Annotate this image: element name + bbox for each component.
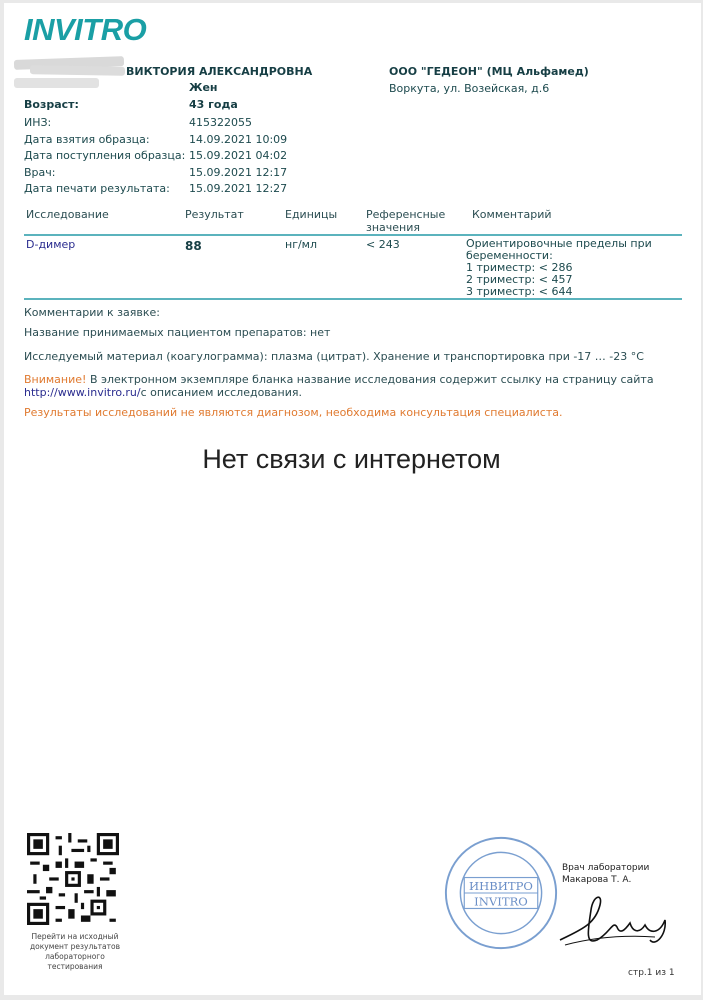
clinic-address: Воркута, ул. Возейская, д.6 (389, 82, 550, 95)
col-header-test: Исследование (26, 208, 109, 221)
field-label: Дата поступления образца: (24, 149, 186, 162)
notes-drugs: Название принимаемых пациентом препаратов: нет (24, 326, 331, 339)
field-label: Дата взятия образца: (24, 133, 150, 146)
attention-label: Внимание! (24, 373, 87, 386)
field-value: 15.09.2021 04:02 (189, 149, 288, 162)
link-tail: с описанием исследования. (140, 386, 302, 399)
patient-name: ВИКТОРИЯ АЛЕКСАНДРОВНА (126, 65, 313, 78)
age-label: Возраст: (24, 98, 79, 111)
table-bottom-rule (24, 298, 682, 300)
qr-code-icon[interactable] (27, 833, 119, 925)
field-value: 15.09.2021 12:27 (189, 182, 288, 195)
col-header-result: Результат (185, 208, 244, 221)
disclaimer: Результаты исследований не являются диагнозом, необходима консультация специалиста. (24, 406, 563, 419)
doctor-name: Макарова Т. А. (562, 875, 632, 885)
qr-caption: Перейти на исходный документ результатов лабораторного тестирования (29, 932, 121, 971)
invitro-logo: INVITRO (24, 12, 147, 47)
notes-material: Исследуемый материал (коагулограмма): плазма (цитрат). Хранение и транспортировка при -17 … -23 °С (24, 350, 644, 363)
field-label: ИНЗ: (24, 116, 52, 129)
field-label: Дата печати результата: (24, 182, 170, 195)
offline-message: Нет связи с интернетом (202, 444, 501, 474)
comment-line: 3 триместр: < 644 (466, 285, 573, 298)
age-value: 43 года (189, 98, 238, 111)
doctor-signature-block (562, 862, 649, 886)
doctor-role: Врач лаборатории (562, 863, 650, 873)
clinic-name: ООО "ГЕДЕОН" (МЦ Альфамед) (389, 65, 589, 78)
col-header-ref-2: значения (366, 221, 421, 234)
result-comment (466, 238, 652, 298)
svg-text:INVITRO: INVITRO (474, 894, 528, 909)
patient-sex: Жен (189, 81, 218, 94)
invitro-site-link[interactable]: http://www.invitro.ru/ (24, 386, 141, 399)
notes-title: Комментарии к заявке: (24, 306, 160, 319)
field-value: 14.09.2021 10:09 (189, 133, 288, 146)
redaction-mark (30, 65, 125, 76)
comment-line: 2 триместр: < 457 (466, 273, 573, 286)
page-number: стр.1 из 1 (628, 968, 675, 978)
table-top-rule (24, 234, 682, 236)
lab-stamp-icon (443, 835, 559, 951)
result-value: 88 (185, 239, 202, 253)
col-header-units: Единицы (285, 208, 338, 221)
field-label: Врач: (24, 166, 56, 179)
col-header-ref: Референсные (366, 208, 446, 221)
link-line (24, 386, 302, 399)
comment-line: беременности: (466, 249, 553, 262)
reference-value: < 243 (366, 238, 400, 251)
attention-text: В электронном экземпляре бланка название исследования содержит ссылку на страницу сайта (86, 373, 654, 386)
field-value: 415322055 (189, 116, 252, 129)
col-header-comment: Комментарий (472, 208, 552, 221)
comment-line: 1 триместр: < 286 (466, 261, 573, 274)
signature-icon (555, 885, 675, 955)
redaction-mark (14, 78, 99, 88)
field-value: 15.09.2021 12:17 (189, 166, 288, 179)
test-link-d-dimer[interactable]: D-димер (26, 238, 76, 251)
result-units: нг/мл (285, 238, 318, 251)
comment-line: Ориентировочные пределы при (466, 237, 652, 250)
svg-text:ИНВИТРО: ИНВИТРО (469, 879, 533, 894)
attention-line (24, 373, 654, 386)
